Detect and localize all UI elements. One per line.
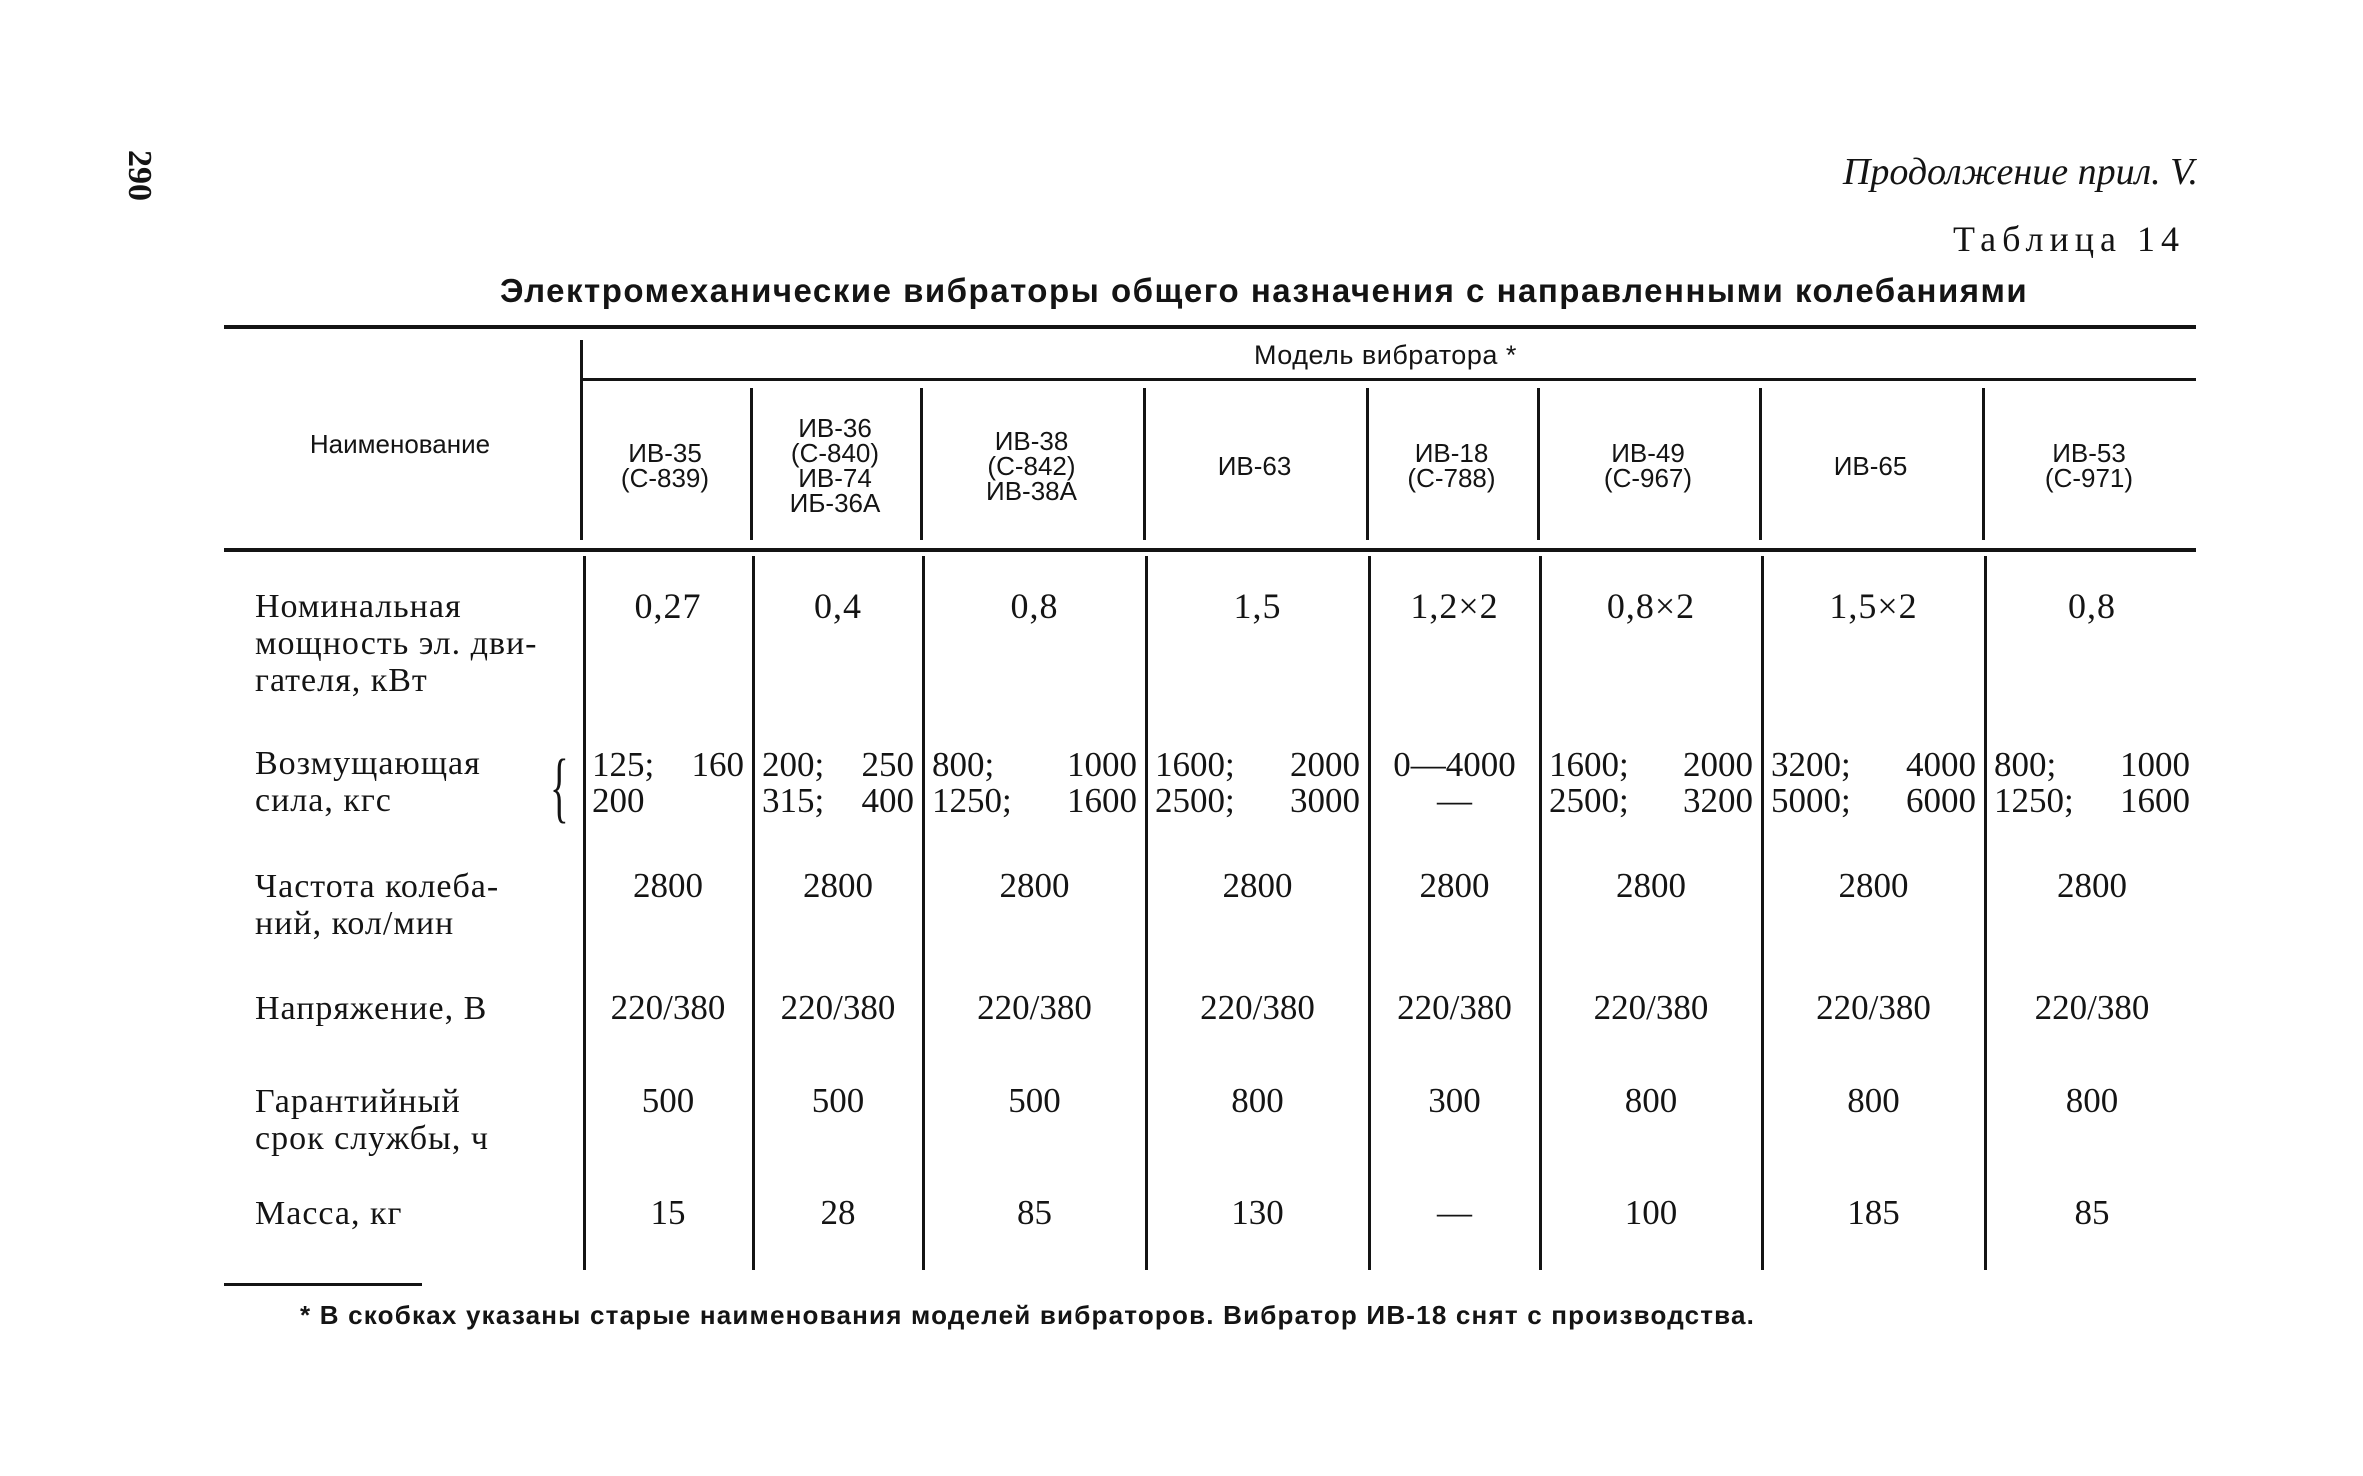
row-name-line: Возмущающая: [255, 745, 481, 782]
cell-value-part: 200: [592, 781, 645, 820]
cell-value: 28: [820, 1193, 856, 1232]
model-header-4: [1143, 450, 1366, 481]
cell-value: 220/380: [1200, 988, 1315, 1027]
cell-value-part: 1250;: [932, 781, 1012, 820]
cell-value: 0,8: [2068, 586, 2116, 626]
model-header-1: [580, 438, 750, 493]
cell-value: 2800: [1616, 866, 1686, 905]
row-name-line: сила, кгс: [255, 782, 392, 819]
cell-value-part: —: [1437, 781, 1472, 820]
cell-value: 85: [1017, 1193, 1052, 1232]
model-caption-rule: [580, 378, 2196, 381]
cell-value: 2800: [1838, 866, 1909, 905]
model-header-5: [1366, 438, 1537, 493]
row-name-1: [255, 588, 538, 699]
cell-value: 300: [1428, 1081, 1481, 1120]
cell-value-part: 3200: [1683, 781, 1753, 820]
cell-value-part: 800;: [1994, 745, 2057, 784]
cell-value-part: 200;: [762, 745, 825, 784]
cell-value: [1378, 747, 1531, 819]
body-column-divider: [1145, 556, 1148, 1270]
model-header-line: ИВ-35: [628, 438, 702, 468]
cell-value-part: 5000;: [1771, 781, 1851, 820]
cell-value-part: 800;: [932, 745, 995, 784]
cell-value: 220/380: [2034, 988, 2150, 1027]
header-name-column: Наименование: [309, 429, 491, 459]
cell-value: 15: [650, 1193, 686, 1232]
model-header-line: ИВ-53: [2052, 438, 2126, 468]
page-number: 290: [121, 150, 158, 201]
cell-value-part: 2500;: [1549, 781, 1629, 820]
model-header-line: ИВ-63: [1217, 450, 1292, 481]
table-title: Электромеханические вибраторы общего назначения с направленными колебаниями: [500, 272, 2029, 309]
cell-value-part: 2000: [1683, 745, 1753, 784]
cell-value-part: 4000: [1906, 745, 1976, 784]
cell-value-part: 160: [691, 745, 744, 784]
model-header-line: ИВ-18: [1414, 438, 1489, 468]
cell-value: 85: [2074, 1193, 2110, 1232]
cell-value-part: 1000: [1067, 745, 1137, 784]
model-header-line: (С-971): [2044, 463, 2134, 493]
model-header-line: ИБ-36А: [789, 488, 881, 518]
model-header-line: (С-840): [790, 438, 880, 468]
row-name-4: [255, 990, 487, 1027]
model-header-line: ИВ-65: [1833, 450, 1908, 481]
cell-value: 220/380: [610, 988, 726, 1027]
cell-value: 220/380: [977, 988, 1092, 1027]
model-header-line: (С-839): [620, 463, 710, 493]
cell-value-part: 1600;: [1549, 745, 1629, 784]
row-name-line: Номинальная: [255, 588, 462, 625]
cell-value: 800: [1624, 1081, 1678, 1120]
cell-value: 130: [1231, 1193, 1284, 1232]
cell-value: 2800: [999, 866, 1070, 905]
body-column-divider: [583, 556, 586, 1270]
model-header-3: [920, 425, 1143, 506]
cell-value-part: 2500;: [1155, 781, 1235, 820]
cell-value: [1549, 747, 1753, 819]
row-name-line: Напряжение, В: [255, 990, 488, 1027]
cell-value-part: 6000: [1906, 781, 1976, 820]
cell-value: [592, 747, 744, 819]
model-header-line: ИВ-36: [798, 413, 872, 443]
model-header-7: [1759, 450, 1982, 481]
footnote: * В скобках указаны старые наименования моделей вибраторов. Вибратор ИВ-18 снят с производства.: [300, 1300, 1756, 1330]
cell-value: 220/380: [780, 988, 896, 1027]
model-caption: Модель вибратора *: [1254, 340, 1517, 370]
cell-value: 500: [811, 1081, 865, 1120]
cell-value: 0,27: [634, 586, 702, 626]
cell-value: 500: [1008, 1081, 1061, 1120]
cell-value-part: 1600: [2120, 781, 2190, 820]
cell-value-part: 2000: [1290, 745, 1360, 784]
cell-value: [1994, 747, 2190, 819]
row-name-line: ний, кол/мин: [255, 905, 455, 942]
cell-value: 220/380: [1593, 988, 1709, 1027]
model-header-line: (С-842): [987, 450, 1076, 481]
row-name-line: Гарантийный: [255, 1083, 461, 1120]
cell-value: 0,4: [814, 586, 862, 626]
cell-value: 185: [1847, 1193, 1900, 1232]
cell-value-part: 3200;: [1771, 745, 1851, 784]
cell-value: 2800: [1419, 866, 1490, 905]
cell-value: 2800: [2057, 866, 2127, 905]
row-name-line: Масса, кг: [255, 1195, 403, 1232]
cell-value: 800: [2065, 1081, 2119, 1120]
body-column-divider: [1761, 556, 1764, 1270]
cell-value: —: [1437, 1193, 1472, 1232]
model-header-line: ИВ-38: [994, 425, 1069, 456]
body-column-divider: [922, 556, 925, 1270]
body-column-divider: [1539, 556, 1542, 1270]
model-header-line: ИВ-38А: [986, 475, 1077, 506]
cell-value: 100: [1624, 1193, 1678, 1232]
body-column-divider: [1368, 556, 1371, 1270]
model-header-8: [1982, 438, 2196, 493]
row-name-line: Частота колеба-: [255, 868, 500, 905]
cell-value: 1,5×2: [1829, 586, 1918, 626]
model-header-line: (С-967): [1603, 463, 1693, 493]
cell-value: [1155, 747, 1360, 819]
cell-value: 500: [641, 1081, 695, 1120]
cell-value: 2800: [803, 866, 873, 905]
cell-value: 0,8: [1010, 586, 1059, 626]
table-label: Таблица 14: [1953, 219, 2185, 259]
cell-value-part: 250: [861, 745, 914, 784]
cell-value: 220/380: [1816, 988, 1931, 1027]
cell-value: 0,8×2: [1606, 586, 1696, 626]
row-name-line: гателя, кВт: [255, 662, 428, 699]
body-column-divider: [752, 556, 755, 1270]
cell-value-part: 1600: [1067, 781, 1137, 820]
cell-value-part: 400: [861, 781, 914, 820]
cell-value: 1,5: [1233, 586, 1282, 626]
cell-value: 800: [1231, 1081, 1284, 1120]
cell-value: 2800: [633, 866, 703, 905]
model-header-6: [1537, 438, 1759, 493]
row-name-line: срок службы, ч: [255, 1120, 490, 1157]
cell-value-part: 0—4000: [1393, 745, 1516, 784]
model-header-line: (С-788): [1407, 463, 1496, 493]
row-name-5: [255, 1083, 489, 1157]
row-name-line: мощность эл. дви-: [255, 625, 538, 662]
row-name-6: [255, 1195, 402, 1232]
model-header-line: ИВ-74: [798, 463, 872, 493]
continuation-caption: Продолжение прил. V.: [1842, 151, 2198, 193]
cell-value: 220/380: [1397, 988, 1512, 1027]
cell-value: [1771, 747, 1976, 819]
footnote-rule: [224, 1283, 422, 1286]
cell-value: 800: [1847, 1081, 1900, 1120]
body-column-divider: [1984, 556, 1987, 1270]
header-divider-left: [580, 340, 583, 540]
force-brace: {: [550, 743, 569, 830]
header-bottom-rule: [224, 548, 2196, 552]
table-top-rule: [224, 325, 2196, 329]
cell-value: [762, 747, 914, 819]
cell-value-part: 1000: [2120, 745, 2190, 784]
cell-value-part: 1600;: [1155, 745, 1235, 784]
model-header-2: [750, 413, 920, 518]
cell-value-part: 1250;: [1994, 781, 2074, 820]
cell-value-part: 125;: [592, 745, 655, 784]
cell-value-part: 315;: [762, 781, 825, 820]
cell-value: 2800: [1222, 866, 1293, 905]
cell-value: [932, 747, 1137, 819]
row-name-3: [255, 868, 499, 942]
cell-value: 1,2×2: [1410, 586, 1499, 626]
row-name-2: [255, 745, 481, 819]
model-header-line: ИВ-49: [1611, 438, 1685, 468]
cell-value-part: 3000: [1290, 781, 1360, 820]
